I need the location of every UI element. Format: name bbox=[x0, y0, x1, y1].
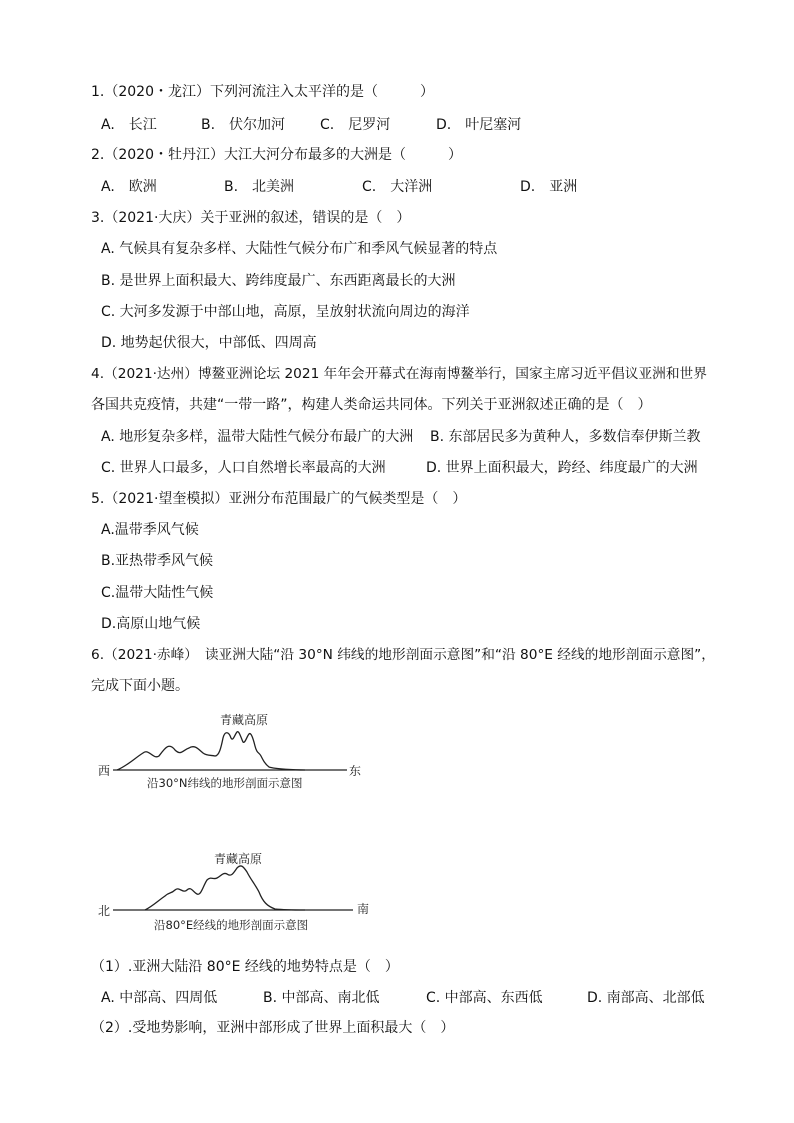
q4-option-c: C. 世界人口最多，人口自然增长率最高的大洲 bbox=[101, 460, 386, 476]
q4-stem-line2: 各国共克疫情，共建“一带一路”，构建人类命运共同体。下列关于亚洲叙述正确的是（ ） bbox=[91, 397, 652, 413]
fig2-north-label: 北 bbox=[98, 904, 111, 918]
q6-sub1-option-b: B. 中部高、南北低 bbox=[263, 990, 380, 1006]
q3-option-b: B. 是世界上面积最大、跨纬度最广、东西距离最长的大洲 bbox=[101, 273, 456, 289]
q5-option-d: D.高原山地气候 bbox=[101, 616, 201, 632]
q5-option-c: C.温带大陆性气候 bbox=[101, 585, 214, 601]
q6-sub1-option-a: A. 中部高、四周低 bbox=[101, 990, 218, 1006]
q2-option-c: C. 大洋洲 bbox=[362, 179, 433, 195]
fig2-peak-label: 青藏高原 bbox=[214, 852, 263, 866]
fig1-west-label: 西 bbox=[98, 764, 111, 778]
q4-option-d: D. 世界上面积最大，跨经、纬度最广的大洲 bbox=[426, 460, 698, 476]
fig1-terrain-profile bbox=[117, 732, 305, 770]
q3-stem: 3.（2021·大庆）关于亚洲的叙述，错误的是（ ） bbox=[91, 210, 411, 226]
q6-sub2-stem: （2）.受地势影响，亚洲中部形成了世界上面积最大（ ） bbox=[91, 1020, 455, 1036]
q1-stem: 1.（2020・龙江）下列河流注入太平洋的是（ ） bbox=[91, 84, 434, 100]
q4-option-b: B. 东部居民多为黄种人，多数信奉伊斯兰教 bbox=[430, 429, 701, 445]
q6-sub1-option-d: D. 南部高、北部低 bbox=[587, 990, 705, 1006]
q2-option-d: D. 亚洲 bbox=[520, 179, 578, 195]
q5-stem: 5.（2021·望奎模拟）亚洲分布范围最广的气候类型是（ ） bbox=[91, 491, 467, 507]
q1-option-c: C. 尼罗河 bbox=[320, 117, 391, 133]
q2-stem: 2.（2020・牡丹江）大江大河分布最多的大洲是（ ） bbox=[91, 147, 462, 163]
q3-option-a: A. 气候具有复杂多样、大陆性气候分布广和季风气候显著的特点 bbox=[101, 241, 498, 257]
fig1-east-label: 东 bbox=[349, 764, 362, 778]
q3-option-d: D. 地势起伏很大，中部低、四周高 bbox=[101, 335, 317, 351]
q6-sub1-option-c: C. 中部高、东西低 bbox=[426, 990, 543, 1006]
fig1-caption: 沿30°N纬线的地形剖面示意图 bbox=[147, 776, 303, 790]
fig1-peak-label: 青藏高原 bbox=[220, 713, 269, 727]
profile-80e-figure bbox=[95, 850, 385, 935]
fig2-terrain-profile bbox=[145, 866, 305, 910]
fig2-caption: 沿80°E经线的地形剖面示意图 bbox=[154, 918, 309, 932]
q1-option-a: A. 长江 bbox=[101, 117, 157, 133]
q6-stem-line1: 6.（2021·赤峰） 读亚洲大陆“沿 30°N 纬线的地形剖面示意图”和“沿 80°E 经线的地形剖面示意图”， bbox=[91, 647, 715, 663]
q6-stem-line2: 完成下面小题。 bbox=[91, 678, 189, 694]
q4-stem-line1: 4.（2021·达州）博鳌亚洲论坛 2021 年年会开幕式在海南博鳌举行，国家主席习近平倡议亚洲和世界 bbox=[91, 366, 707, 382]
q3-option-c: C. 大河多发源于中部山地，高原，呈放射状流向周边的海洋 bbox=[101, 304, 470, 320]
profile-30n-figure bbox=[95, 708, 375, 793]
q5-option-a: A.温带季风气候 bbox=[101, 522, 199, 538]
fig2-south-label: 南 bbox=[357, 902, 370, 916]
q1-option-d: D. 叶尼塞河 bbox=[436, 117, 522, 133]
q4-option-a: A. 地形复杂多样，温带大陆性气候分布最广的大洲 bbox=[101, 429, 414, 445]
q2-option-a: A. 欧洲 bbox=[101, 179, 157, 195]
q2-option-b: B. 北美洲 bbox=[224, 179, 295, 195]
q5-option-b: B.亚热带季风气候 bbox=[101, 553, 214, 569]
q6-sub1-stem: （1）.亚洲大陆沿 80°E 经线的地势特点是（ ） bbox=[91, 959, 399, 975]
q1-option-b: B. 伏尔加河 bbox=[201, 117, 286, 133]
